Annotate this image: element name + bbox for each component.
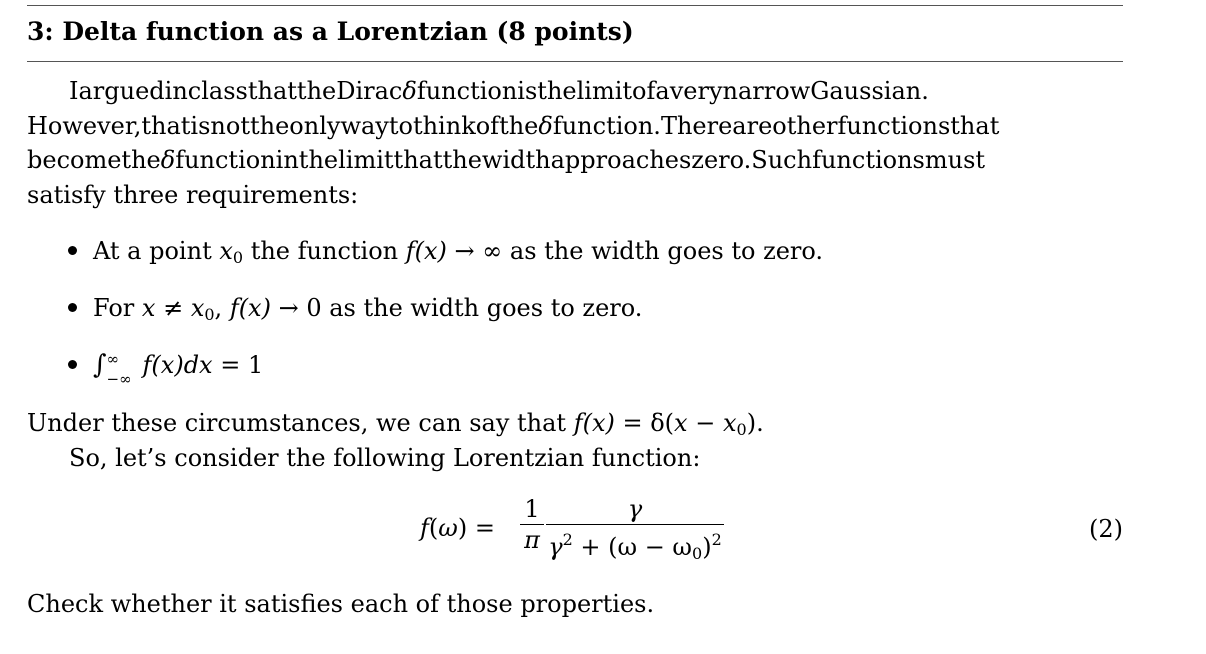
intro-word: the xyxy=(298,146,339,174)
intro-word: function. xyxy=(552,111,661,140)
intro-word: that xyxy=(950,111,1000,140)
intro-line-1 xyxy=(27,74,1123,109)
intro-word: that xyxy=(247,77,297,105)
intro-paragraph xyxy=(27,74,1123,212)
requirement-item-1: At a point $x_0$ the function f(x) → ∞ as the width goes to zero. xyxy=(68,236,823,273)
intro-word: the xyxy=(296,77,337,105)
task-instruction: Check whether it satisfies each of those properties. xyxy=(27,590,655,618)
intro-word: class xyxy=(187,77,248,105)
intro-line-4: satisfy three requirements: xyxy=(27,180,359,209)
section-heading: 3: Delta function as a Lorentzian (8 points) xyxy=(27,17,634,46)
intro-word: only xyxy=(289,111,341,140)
intro-line-3 xyxy=(27,143,1123,178)
intro-word: a xyxy=(655,77,670,105)
intro-word: in xyxy=(164,77,188,105)
intro-word: δ xyxy=(538,111,553,140)
intro-word: the xyxy=(499,111,539,140)
intro-word: the xyxy=(537,77,577,105)
intro-word: zero. xyxy=(691,146,752,174)
intro-word: width xyxy=(481,146,551,174)
intro-word: function xyxy=(175,146,276,174)
intro-word: that xyxy=(393,146,443,174)
intro-word: must xyxy=(924,146,986,174)
top-rule xyxy=(27,5,1123,6)
intro-word: I xyxy=(69,77,79,105)
intro-word: is xyxy=(517,77,538,105)
intro-word: think xyxy=(412,111,476,140)
intro-word: way xyxy=(340,111,389,140)
intro-word: very xyxy=(669,77,723,105)
intro-word: narrow xyxy=(722,77,811,105)
intro-word: become xyxy=(27,146,122,174)
intro-word: not xyxy=(210,111,250,140)
conclusion-line: Under these circumstances, we can say that $f(x) = \delta(x - x_0)$. xyxy=(27,409,764,439)
intro-word: However, xyxy=(27,111,142,140)
intro-word: δ xyxy=(160,146,176,174)
intro-word: limit xyxy=(576,77,633,105)
intro-word: functions xyxy=(837,111,951,140)
equation-lhs: f(ω) = xyxy=(420,514,495,542)
intro-word: of xyxy=(475,111,500,140)
equation-number: (2) xyxy=(1089,515,1123,543)
intro-word: functions xyxy=(812,146,925,174)
fraction-one-over-pi: 1 π xyxy=(520,494,544,555)
intro-word: There xyxy=(660,111,733,140)
intro-line-2 xyxy=(27,109,1123,144)
intro-word: are xyxy=(732,111,773,140)
intro-word: Such xyxy=(751,146,813,174)
intro-word: the xyxy=(121,146,161,174)
intro-word: the xyxy=(442,146,482,174)
intro-word: of xyxy=(632,77,656,105)
intro-word: other xyxy=(772,111,838,140)
intro-word: in xyxy=(275,146,299,174)
fraction-gamma: γ $\gamma^2 + (\omega - \omega_0)^2$ xyxy=(546,494,724,555)
bullet-icon xyxy=(68,246,77,255)
bullet-icon xyxy=(68,303,77,312)
intro-word: δ xyxy=(402,77,417,105)
bullet-icon xyxy=(68,360,77,369)
intro-word: the xyxy=(249,111,290,140)
intro-word: approaches xyxy=(550,146,692,174)
lorentzian-intro: So, let’s consider the following Lorentzian function: xyxy=(69,444,701,472)
intro-word: that xyxy=(141,111,191,140)
requirement-item-2: For $x \ne x_0$, f(x) → 0 as the width goes to zero. xyxy=(68,293,642,330)
intro-word: Gaussian. xyxy=(810,77,929,105)
intro-word: is xyxy=(190,111,211,140)
intro-word: limit xyxy=(338,146,394,174)
intro-word: argued xyxy=(78,77,165,105)
requirement-item-3: ∫ ∞ −∞ f(x)dx = 1 xyxy=(68,350,263,382)
intro-word: Dirac xyxy=(336,77,403,105)
intro-word: function xyxy=(416,77,518,105)
heading-rule xyxy=(27,61,1123,62)
intro-word: to xyxy=(388,111,413,140)
